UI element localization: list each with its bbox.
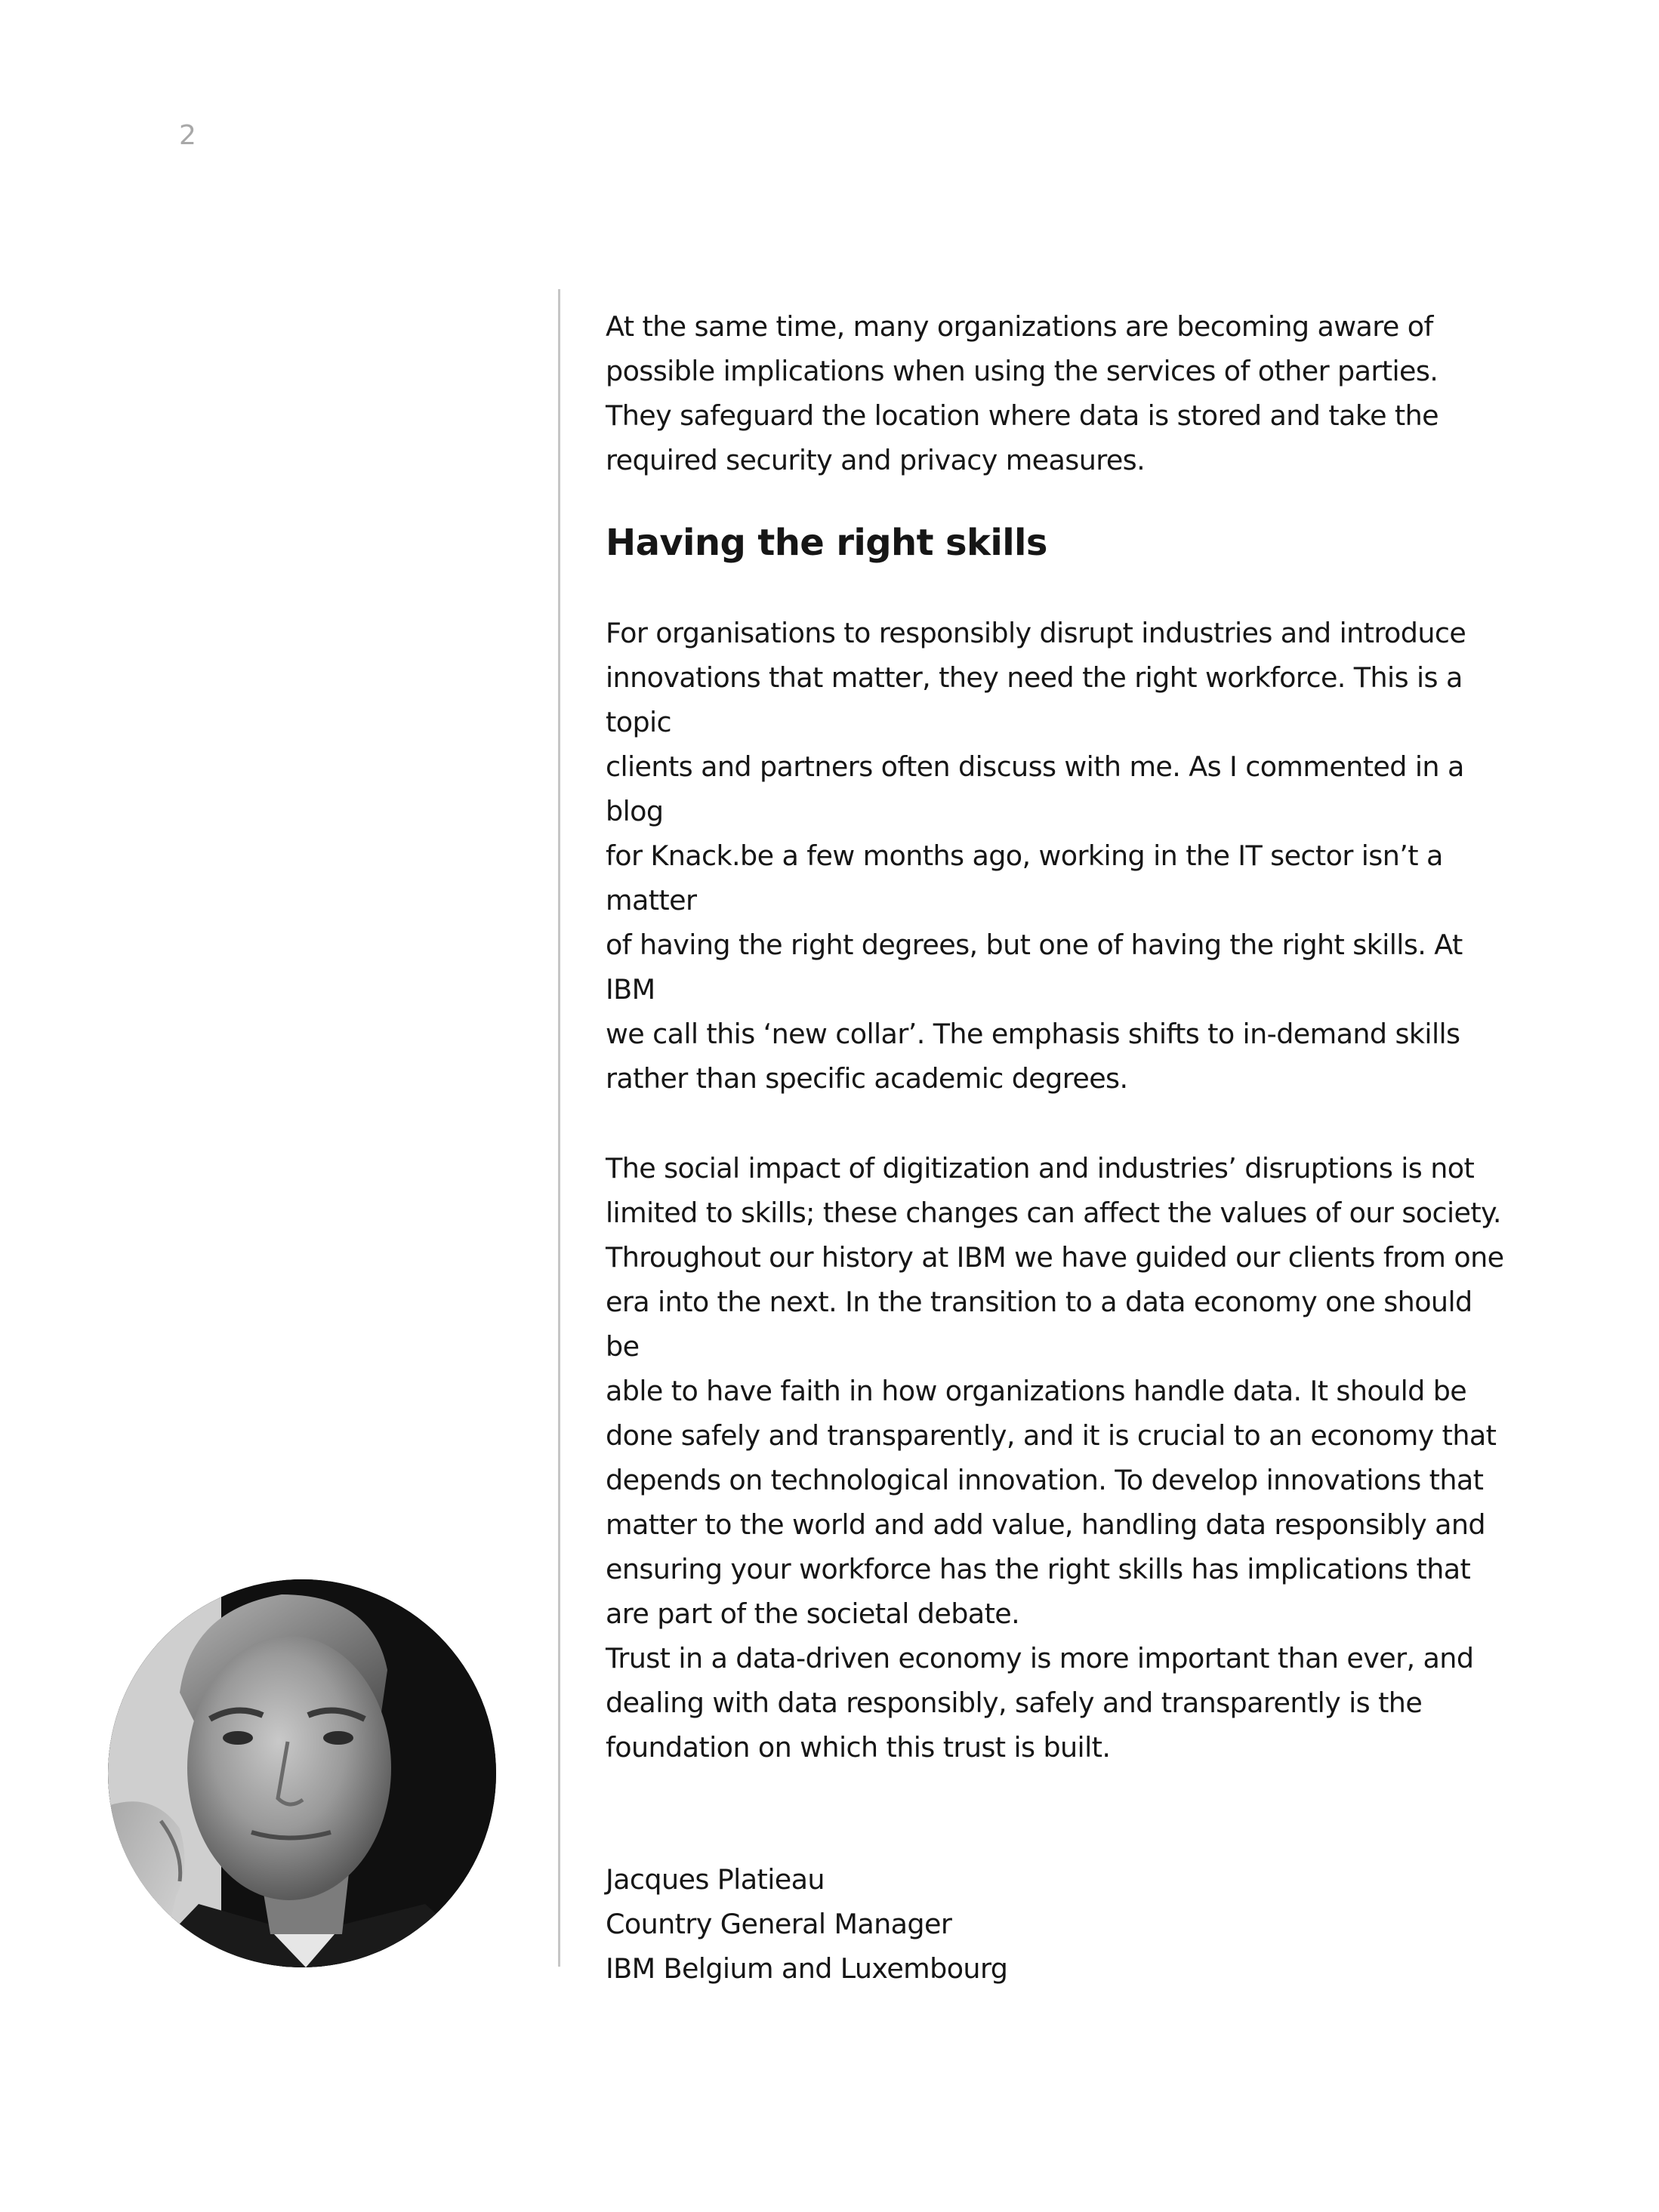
section-heading: Having the right skills bbox=[606, 522, 1047, 564]
page-number: 2 bbox=[179, 120, 196, 151]
signature-title: Country General Manager bbox=[606, 1908, 952, 1940]
intro-paragraph: At the same time, many organizations are becoming aware of possible implications when using the services of other parties. They safeguard the location where data is stored and take the required security and privacy measures. bbox=[606, 310, 1439, 476]
body-paragraph-1: For organisations to responsibly disrupt industries and introduce innovations that matter, they need the right workforce. This is a topic clients and partners often discuss with me. As I commented in a blog for Knack.be a few months ago, working in the IT sector isn’t a matter of having the right degrees, but one of having the right skills. At IBM we call this ‘new collar’. The emphasis shifts to in-demand skills rather than specific academic degrees. bbox=[606, 617, 1466, 1095]
vertical-divider bbox=[558, 289, 560, 1967]
article-column bbox=[606, 304, 1512, 1991]
signature-block bbox=[606, 1857, 1512, 1991]
body-paragraph-2: The social impact of digitization and industries’ disruptions is not limited to skills; these changes can affect the values of our society. Throughout our history at IBM we have guided our clients from one era into the next. In the transition to a data economy one should be able to have faith in how organizations handle data. It should be done safely and transparently, and it is crucial to an economy that depends on technological innovation. To develop innovations that matter to the world and add value, handling data responsibly and ensuring your workforce has the right skills has implications that are part of the societal debate. Trust in a data-driven economy is more important than ever, and dealing with data responsibly, safely and transparently is the foundation on which this trust is built. bbox=[606, 1152, 1504, 1764]
author-portrait bbox=[108, 1579, 496, 1967]
signature-name: Jacques Platieau bbox=[606, 1863, 825, 1896]
portrait-illustration bbox=[108, 1579, 496, 1967]
signature-company: IBM Belgium and Luxembourg bbox=[606, 1952, 1008, 1985]
